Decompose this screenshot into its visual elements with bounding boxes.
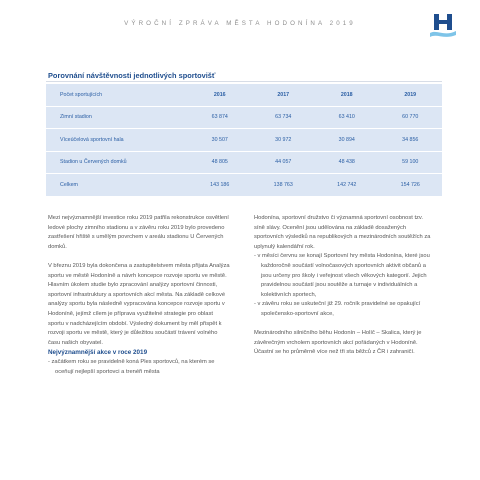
- right-text-column: [254, 214, 434, 358]
- table-total-row: [46, 174, 442, 196]
- row-label: Stadion u Červených domků: [46, 151, 188, 174]
- table-cell: 143 186: [210, 181, 230, 188]
- report-title: VÝROČNÍ ZPRÁVA MĚSTA HODONÍNA 2019: [124, 20, 356, 27]
- row-label: Víceúčelová sportovní hala: [46, 129, 188, 152]
- year-header: 2018: [315, 84, 379, 106]
- table-cell: 63 410: [315, 106, 379, 129]
- table-row: [46, 129, 442, 152]
- header-label: Počet sportujících: [46, 84, 188, 106]
- table-cell: 30 507: [188, 129, 252, 152]
- list-item: - začátkem roku se pravidelně koná Ples sportovců, na kterém se oceňují nejlepší sportovci a trenéři města: [48, 358, 215, 375]
- list-item: - v závěru roku se uskuteční již 29. ročník pravidelné se opakující společensko-sportovní akce,: [254, 301, 421, 317]
- body-paragraph: Mezi nejvýznamnější investice roku 2019 patřila rekonstrukce osvětlení ledové plochy zimního stadionu a v závěru roku 2019 bylo provedeno zastřešení hřiště s umělým povrchem v areálu stadionu U Červených domků.: [48, 215, 229, 250]
- row-label: Zimní stadion: [46, 106, 188, 129]
- table-cell: 138 763: [273, 181, 293, 188]
- table-cell: 44 057: [252, 151, 316, 174]
- row-label: Celkem: [60, 181, 78, 188]
- table-cell: 63 734: [252, 106, 316, 129]
- body-paragraph: V březnu 2019 byla dokončena a zastupitelstvem města přijata Analýza sportu ve městě Hodoníně a návrh koncepce rozvoje sportu ve městě. Hlavním úkolem studie bylo zpracování analýzy sportovní činnosti, sportovní infrastruktury a sportovních akcí města. Na základě celkové analýzy sportu byla následně vypracována koncepce rozvoje sportu v Hodoníně, jejímž cílem je příprava využitelné strategie pro oblast sportu v nadcházejícím období. Výsledný dokument by měl přispět k rozvoji sportu ve městě, který je důležitou součástí trávení volného času našich obyvatel.: [48, 262, 230, 346]
- table-row: [46, 151, 442, 174]
- year-header: 2017: [252, 84, 316, 106]
- table-row: [46, 106, 442, 129]
- title-divider: [46, 81, 442, 82]
- table-cell: 154 726: [400, 181, 420, 188]
- body-paragraph: Mezinárodního silničního běhu Hodonín – Holíč – Skalica, který je závěrečným vrcholem sportovních akcí pořádaných v Hodoníně. Účastní se ho průměrně více než tři sta běžců z ČR i zahraničí.: [254, 330, 422, 356]
- table-cell: 48 438: [315, 151, 379, 174]
- table-cell: 48 805: [188, 151, 252, 174]
- table-cell: 34 856: [379, 129, 443, 152]
- body-paragraph: Hodonína, sportovní družstvo či významná sportovní osobnost tzv. síně slávy. Ocenění jsou udělována na základě dosažených sportovních výsledků na republikových a mezinárodních soutěžích za uplynulý kalendářní rok.: [254, 215, 431, 250]
- table-title: Porovnání návštěvnosti jednotlivých sportovišť: [48, 71, 216, 80]
- table-cell: 60 770: [379, 106, 443, 129]
- section-heading: Nejvýznamnější akce v roce 2019: [48, 349, 148, 357]
- list-item: - v měsíci červnu se konají Sportovní hry města Hodonína, které jsou každoročně součástí volnočasových sportovních aktivit občanů a jsou určeny pro školy i veřejnost všech věkových kategorií. Jejich pravidelnou součástí jsou soutěže a turnaje v individuálních a kolektivních sportech,: [254, 253, 430, 298]
- attendance-table: [46, 84, 442, 196]
- table-cell: 59 100: [379, 151, 443, 174]
- year-header: 2016: [188, 84, 252, 106]
- table-cell: 63 874: [188, 106, 252, 129]
- table-cell: 30 972: [252, 129, 316, 152]
- hodonin-h-logo-icon: [428, 12, 458, 40]
- year-header: 2019: [379, 84, 443, 106]
- left-text-column: [48, 214, 230, 377]
- table-header-row: [46, 84, 442, 106]
- table-cell: 30 894: [315, 129, 379, 152]
- table-cell: 142 742: [337, 181, 357, 188]
